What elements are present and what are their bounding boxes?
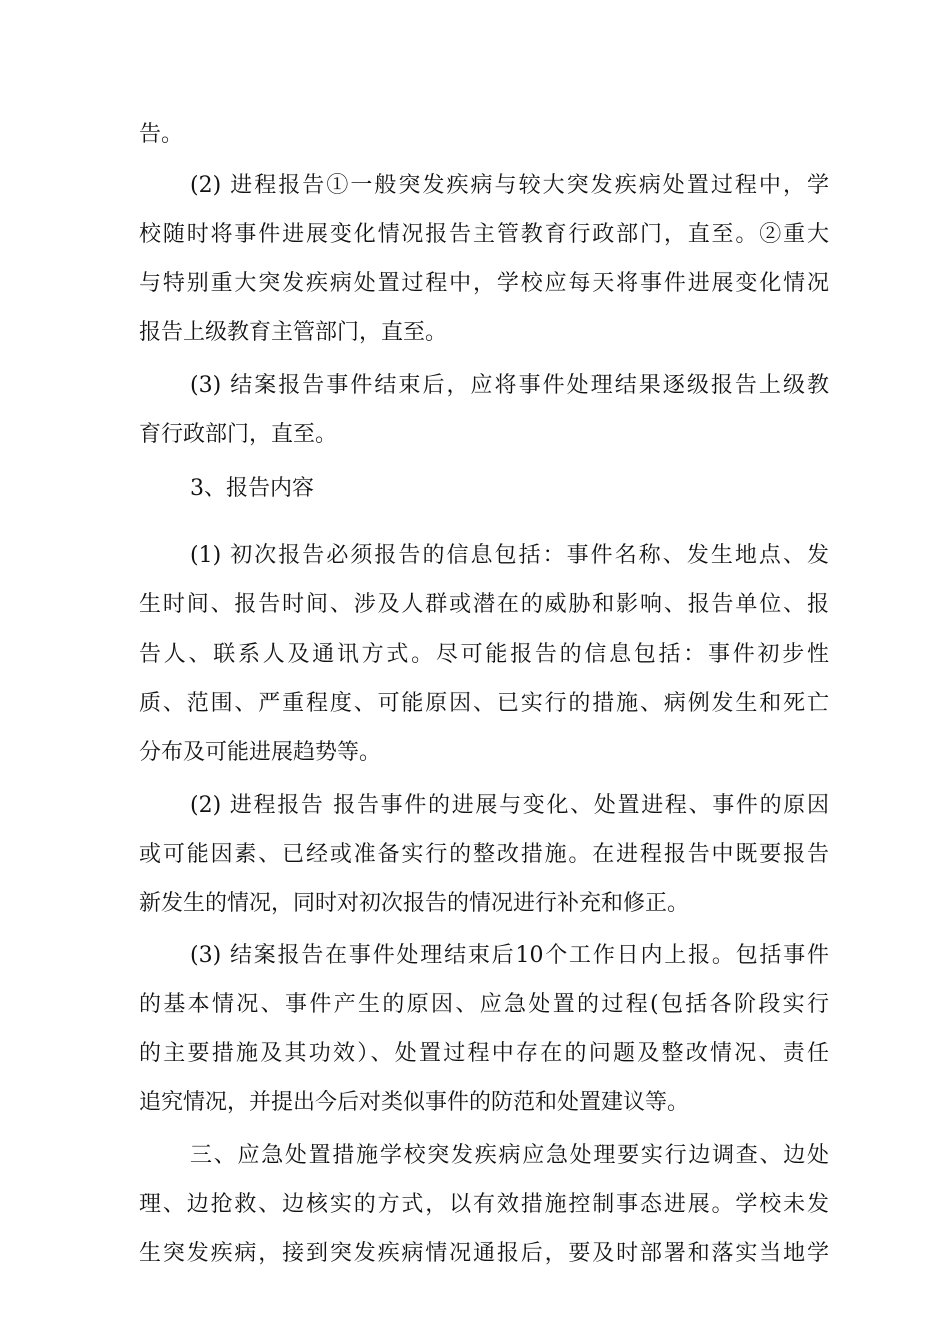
text-line: (3) 结案报告事件结束后，应将事件处理结果逐级报告上级教 — [190, 373, 829, 398]
text-line: 育行政部门，直至。 — [139, 422, 338, 447]
text-line: 或可能因素、已经或准备实行的整改措施。在进程报告中既要报告 — [139, 842, 829, 867]
text-line: 分布及可能进展趋势等。 — [139, 740, 382, 765]
text-line: 校随时将事件进展变化情况报告主管教育行政部门，直至。②重大 — [139, 222, 829, 247]
text-line: 三、应急处置措施学校突发疾病应急处理要实行边调查、边处 — [190, 1143, 829, 1168]
text-line: 告人、联系人及通讯方式。尽可能报告的信息包括：事件初步性 — [139, 642, 829, 667]
text-line: 生时间、报告时间、涉及人群或潜在的威胁和影响、报告单位、报 — [139, 592, 829, 617]
text-line: 追究情况，并提出今后对类似事件的防范和处置建议等。 — [139, 1090, 690, 1115]
text-line: (2) 进程报告①一般突发疾病与较大突发疾病处置过程中，学 — [190, 173, 829, 198]
text-line: 质、范围、严重程度、可能原因、已实行的措施、病例发生和死亡 — [139, 691, 829, 716]
text-line: (2) 进程报告 报告事件的进展与变化、处置进程、事件的原因 — [190, 793, 829, 818]
text-line: 与特别重大突发疾病处置过程中，学校应每天将事件进展变化情况 — [139, 271, 829, 296]
text-line: (1) 初次报告必须报告的信息包括：事件名称、发生地点、发 — [190, 543, 829, 568]
section-heading: 3、报告内容 — [190, 476, 314, 501]
text-line: 告。 — [139, 122, 184, 147]
text-line: 理、边抢救、边核实的方式，以有效措施控制事态进展。学校未发 — [139, 1192, 829, 1217]
text-line: 报告上级教育主管部门，直至。 — [139, 320, 448, 345]
text-line: 新发生的情况，同时对初次报告的情况进行补充和修正。 — [139, 891, 690, 916]
text-line: 的基本情况、事件产生的原因、应急处置的过程(包括各阶段实行 — [139, 992, 829, 1017]
text-line: 生突发疾病，接到突发疾病情况通报后，要及时部署和落实当地学 — [139, 1241, 829, 1266]
text-line: 的主要措施及其功效）、处置过程中存在的问题及整改情况、责任 — [139, 1041, 829, 1066]
text-line: (3) 结案报告在事件处理结束后10个工作日内上报。包括事件 — [190, 943, 829, 968]
